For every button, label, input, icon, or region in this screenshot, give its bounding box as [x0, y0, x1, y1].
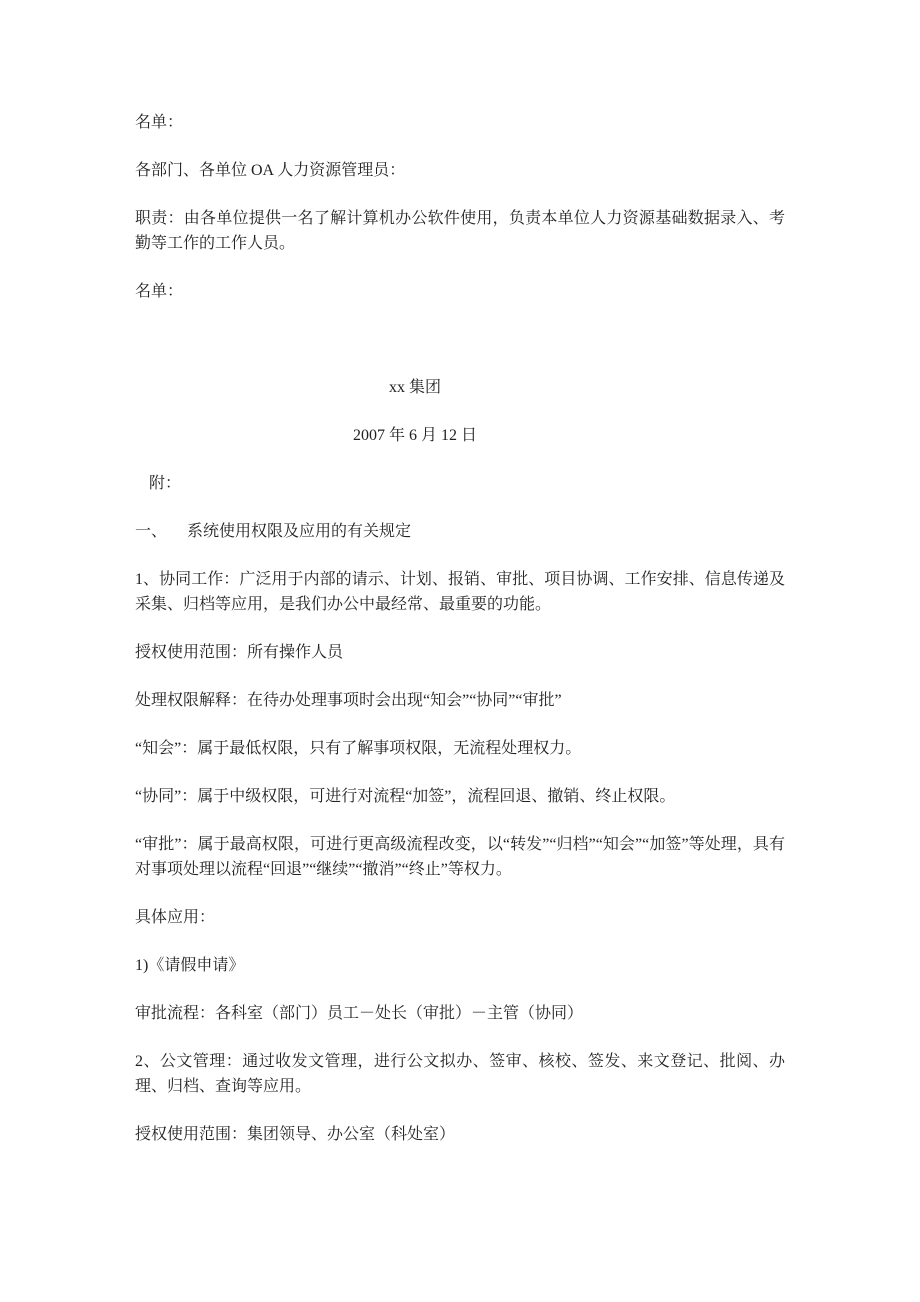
blank-line — [135, 327, 785, 352]
paragraph-signature: xx 集团 — [388, 379, 441, 396]
paragraph-app1: 1)《请假申请》 — [135, 957, 245, 974]
paragraph-scope1: 授权使用范围：所有操作人员 — [135, 644, 344, 661]
section-heading — [135, 519, 785, 544]
paragraph-apps-label: 具体应用： — [135, 909, 216, 926]
paragraph-date: 2007 年 6 月 12 日 — [352, 427, 477, 444]
paragraph-permission-shenpi: “审批”：属于最高权限，可进行更高级流程改变，以“转发”“归档”“知会”“加签”等处理，具有对事项处理以流程“回退”“继续”“撤消”“终止”等权力。 — [135, 836, 785, 878]
paragraph-item2-documents: 2、公文管理：通过收发文管理，进行公文拟办、签审、核校、签发、来文登记、批阅、办理、归档、查询等应用。 — [135, 1053, 785, 1095]
paragraph-permission-zhihui: “知会”：属于最低权限，只有了解事项权限，无流程处理权力。 — [135, 740, 582, 757]
paragraph-permission-intro: 处理权限解释：在待办处理事项时会出现“知会”“协同”“审批” — [135, 692, 562, 709]
paragraph-item1-collaboration: 1、协同工作：广泛用于内部的请示、计划、报销、审批、项目协调、工作安排、信息传递及采集、归档等应用，是我们办公中最经常、最重要的功能。 — [135, 571, 785, 613]
paragraph-duty: 职责：由各单位提供一名了解计算机办公软件使用，负责本单位人力资源基础数据录入、考勤等工作的工作人员。 — [135, 210, 785, 252]
paragraph-flow1: 审批流程：各科室（部门）员工－处长（审批）－主管（协同） — [135, 1005, 584, 1022]
signature-block — [135, 375, 695, 448]
paragraph-list-label-1: 名单： — [135, 114, 184, 131]
paragraph-recipients: 各部门、各单位 OA 人力资源管理员： — [135, 162, 406, 179]
section-title: 系统使用权限及应用的有关规定 — [187, 523, 412, 540]
section-number: 一、 — [135, 523, 168, 540]
paragraph-attachment-label: 附： — [149, 475, 182, 492]
paragraph-permission-xietong: “协同”：属于中级权限，可进行对流程“加签”，流程回退、撤销、终止权限。 — [135, 788, 676, 805]
paragraph-scope2: 授权使用范围：集团领导、办公室（科处室） — [135, 1126, 456, 1143]
paragraph-list-label-2: 名单： — [135, 283, 184, 300]
